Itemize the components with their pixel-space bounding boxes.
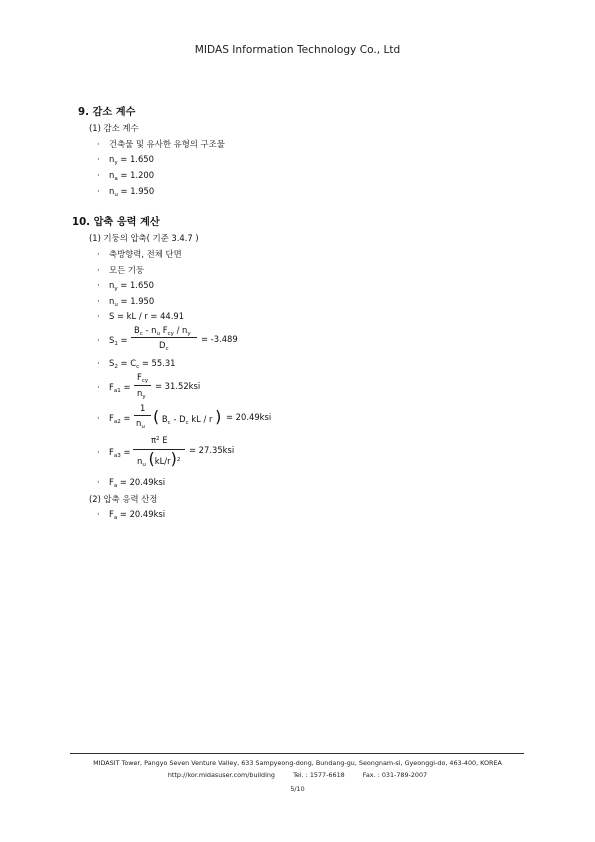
- bullet-icon: ·: [97, 170, 100, 180]
- bullet-icon: ·: [97, 358, 100, 368]
- bullet-icon: ·: [97, 509, 100, 519]
- footer-address: MIDASIT Tower, Pangyo Seven Venture Valley, 633 Sampyeong-dong, Bundang-gu, Seongnam-si, Gyeonggi-do, 463-400, KOREA: [93, 759, 502, 767]
- bullet-icon: ·: [97, 447, 100, 457]
- slenderness-equation: S = kL / r = 44.91: [109, 311, 185, 321]
- footer-url[interactable]: http://kor.midasuser.com/building: [167, 771, 275, 779]
- footer-tel: Tel. : 1577-6618: [293, 771, 345, 779]
- footer-divider: [70, 753, 524, 754]
- bullet-icon: ·: [97, 413, 100, 423]
- s1-equation-lhs: · $S_1$ =: [97, 335, 128, 347]
- fa1-numerator: $F_{cy}$: [137, 372, 149, 384]
- section-10-subheading-1: (1) 기둥의 압축( 기준 3.4.7 ): [89, 233, 199, 243]
- list-item: · $n_a = 1.200$: [97, 170, 155, 182]
- fa2-bracket-expression: ( $B_c - D_c$ kL / r ): [153, 407, 222, 426]
- list-item: · $F_a = 20.49ksi$: [97, 477, 166, 489]
- list-item: · $F_a = 20.49ksi$: [97, 509, 166, 521]
- fa2-result: = 20.49ksi: [226, 412, 272, 422]
- s1-numerator: $B_c - n_u$ $F_{cy} / n_y$: [134, 325, 191, 337]
- s1-fraction-bar: [131, 337, 197, 338]
- fa3-denominator: $n_u$ $(kL/r)^2$: [137, 449, 181, 468]
- bullet-icon: ·: [97, 335, 100, 345]
- fa3-numerator: $\pi^2$ E: [151, 435, 168, 445]
- list-item: · $n_u = 1.950$: [97, 296, 155, 308]
- fa2-equation-lhs: · $F_{a2}$ =: [97, 413, 131, 425]
- list-item: · 축방향력, 전체 단면: [97, 249, 182, 259]
- fa1-denominator: $n_y$: [137, 388, 146, 400]
- fa1-fraction-bar: [134, 385, 151, 386]
- section-9-title: 9. 감소 계수: [78, 107, 136, 118]
- list-item: · 모든 기둥: [97, 265, 145, 275]
- bullet-icon: ·: [97, 154, 100, 164]
- bullet-icon: ·: [97, 382, 100, 392]
- bullet-icon: ·: [97, 265, 100, 275]
- fa3-equation-lhs: · $F_{a3}$ =: [97, 447, 131, 459]
- page-header-company: MIDAS Information Technology Co., Ltd: [194, 44, 401, 56]
- s1-denominator: $D_c$: [159, 340, 169, 352]
- fa1-result: = 31.52ksi: [155, 381, 201, 391]
- page-number: 5/10: [290, 785, 305, 793]
- section-10-title: 10. 압축 응력 계산: [72, 217, 160, 228]
- list-item: · 건축물 및 유사한 유형의 구조물: [97, 139, 225, 149]
- footer-fax: Fax. : 031-789-2007: [362, 771, 428, 779]
- fa2-denominator: $n_u$: [136, 418, 145, 430]
- list-item: · $S_2 = C_c = 55.31$: [97, 358, 176, 370]
- fa1-equation-lhs: · $F_{a1}$ =: [97, 382, 131, 394]
- bullet-icon: ·: [97, 139, 100, 149]
- section-10-subheading-2: (2) 압축 응력 산정: [89, 494, 158, 504]
- fa3-result: = 27.35ksi: [189, 445, 235, 455]
- bullet-icon: ·: [97, 249, 100, 259]
- bullet-icon: ·: [97, 280, 100, 290]
- bullet-icon: ·: [97, 311, 100, 321]
- footer-contact: [0, 771, 595, 779]
- list-item: [97, 311, 184, 321]
- bullet-icon: ·: [97, 186, 100, 196]
- list-item: · $n_u = 1.950$: [97, 186, 155, 198]
- list-item: · $n_y = 1.650$: [97, 154, 154, 166]
- fa2-fraction-bar: [134, 415, 151, 416]
- bullet-icon: ·: [97, 477, 100, 487]
- fa3-fraction-bar: [133, 449, 185, 450]
- fa2-numerator: 1: [140, 403, 146, 413]
- bullet-icon: ·: [97, 296, 100, 306]
- s1-result: = -3.489: [201, 334, 238, 344]
- section-9-subheading: (1) 감소 계수: [89, 123, 139, 133]
- list-item: · $n_y = 1.650$: [97, 280, 154, 292]
